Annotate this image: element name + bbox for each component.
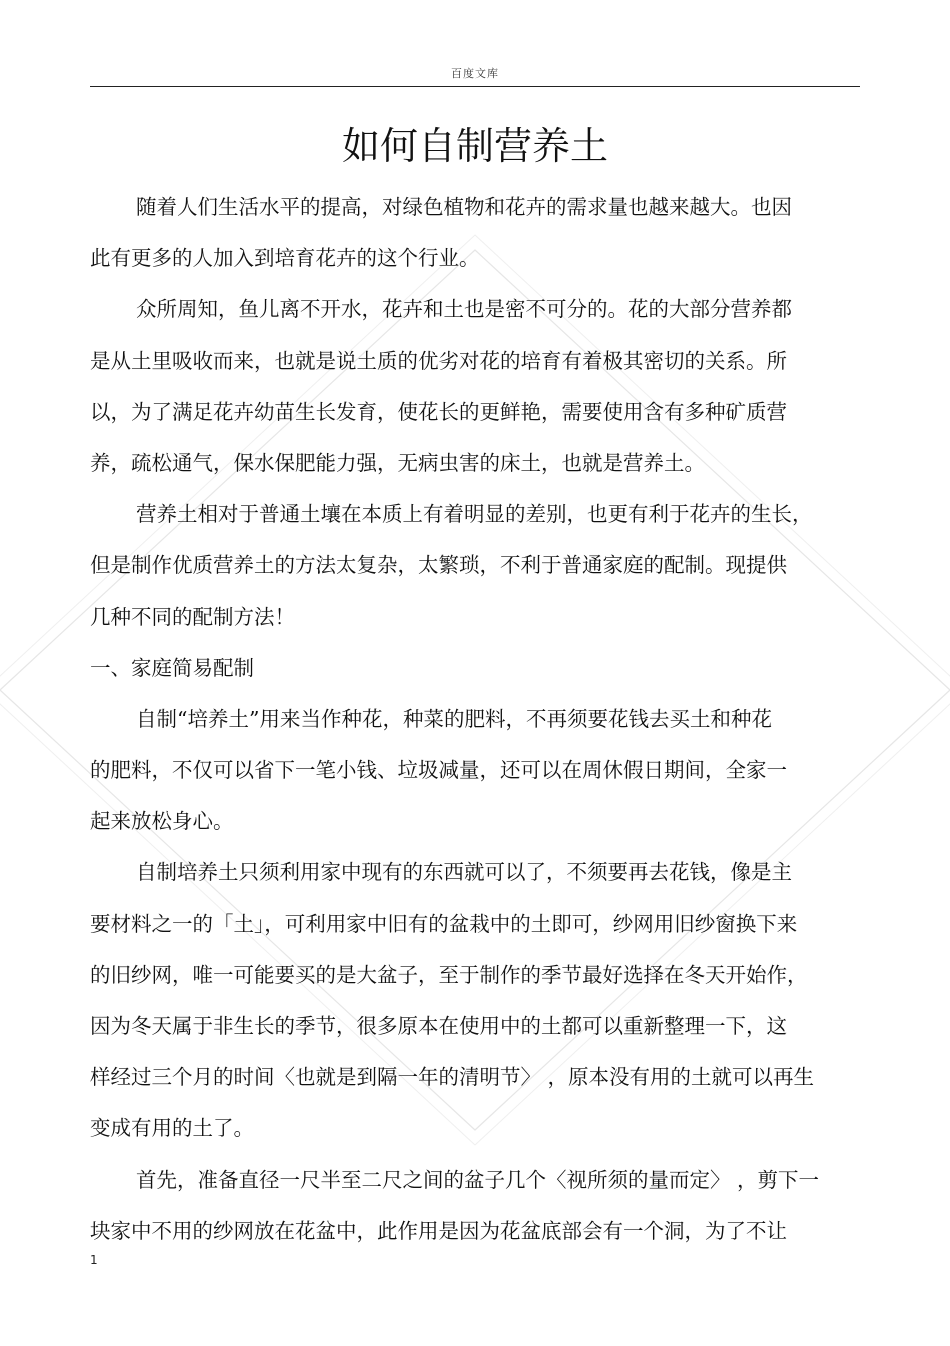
text-line: 但是制作优质营养土的方法太复杂，太繁琐，不利于普通家庭的配制。现提供 — [90, 553, 787, 578]
text-line: 自制“培养土”用来当作种花，种菜的肥料，不再须要花钱去买土和种花 — [136, 706, 772, 731]
text-line: 营养土相对于普通土壤在本质上有着明显的差别，也更有利于花卉的生长， — [136, 502, 813, 527]
text-line: 首先，准备直径一尺半至二尺之间的盆子几个〈视所须的量而定〉 ，剪下一 — [136, 1167, 820, 1192]
section-heading: 一、家庭简易配制 — [90, 655, 254, 680]
text-line: 起来放松身心。 — [90, 809, 234, 834]
document-title: 如何自制营养土 — [341, 124, 608, 168]
text-line: 养，疏松通气，保水保肥能力强，无病虫害的床土，也就是营养土。 — [90, 450, 705, 475]
text-line: 此有更多的人加入到培育花卉的这个行业。 — [90, 246, 480, 271]
text-line: 的肥料，不仅可以省下一笔小钱、垃圾减量，还可以在周休假日期间，全家一 — [90, 758, 787, 783]
text-line: 要材料之一的「土」，可利用家中旧有的盆栽中的土即可，纱网用旧纱窗换下来 — [90, 911, 798, 936]
text-line: 因为冬天属于非生长的季节，很多原本在使用中的土都可以重新整理一下，这 — [90, 1014, 787, 1038]
text-line: 变成有用的土了。 — [90, 1116, 254, 1141]
header-divider — [90, 86, 860, 87]
text-line: 随着人们生活水平的提高，对绿色植物和花卉的需求量也越来越大。也因 — [136, 195, 792, 219]
text-line: 以，为了满足花卉幼苗生长发育，使花长的更鲜艳，需要使用含有多种矿质营 — [90, 399, 787, 424]
text-line: 样经过三个月的时间〈也就是到隔一年的清明节〉 ，原本没有用的土就可以再生 — [90, 1065, 815, 1090]
text-line: 块家中不用的纱网放在花盆中，此作用是因为花盆底部会有一个洞，为了不让 — [90, 1218, 787, 1243]
text-line: 的旧纱网，唯一可能要买的是大盆子，至于制作的季节最好选择在冬天开始作， — [90, 962, 808, 987]
header-title: 百度文库 — [451, 67, 499, 80]
text-line: 是从土里吸收而来，也就是说土质的优劣对花的培育有着极其密切的关系。所 — [90, 348, 787, 373]
text-line: 自制培养土只须利用家中现有的东西就可以了，不须要再去花钱，像是主 — [136, 860, 792, 885]
text-line: 几种不同的配制方法！ — [90, 604, 295, 629]
document-body — [90, 182, 860, 1257]
text-line: 众所周知，鱼儿离不开水，花卉和土也是密不可分的。花的大部分营养都 — [136, 297, 792, 322]
page-number: 1 — [90, 1253, 98, 1267]
